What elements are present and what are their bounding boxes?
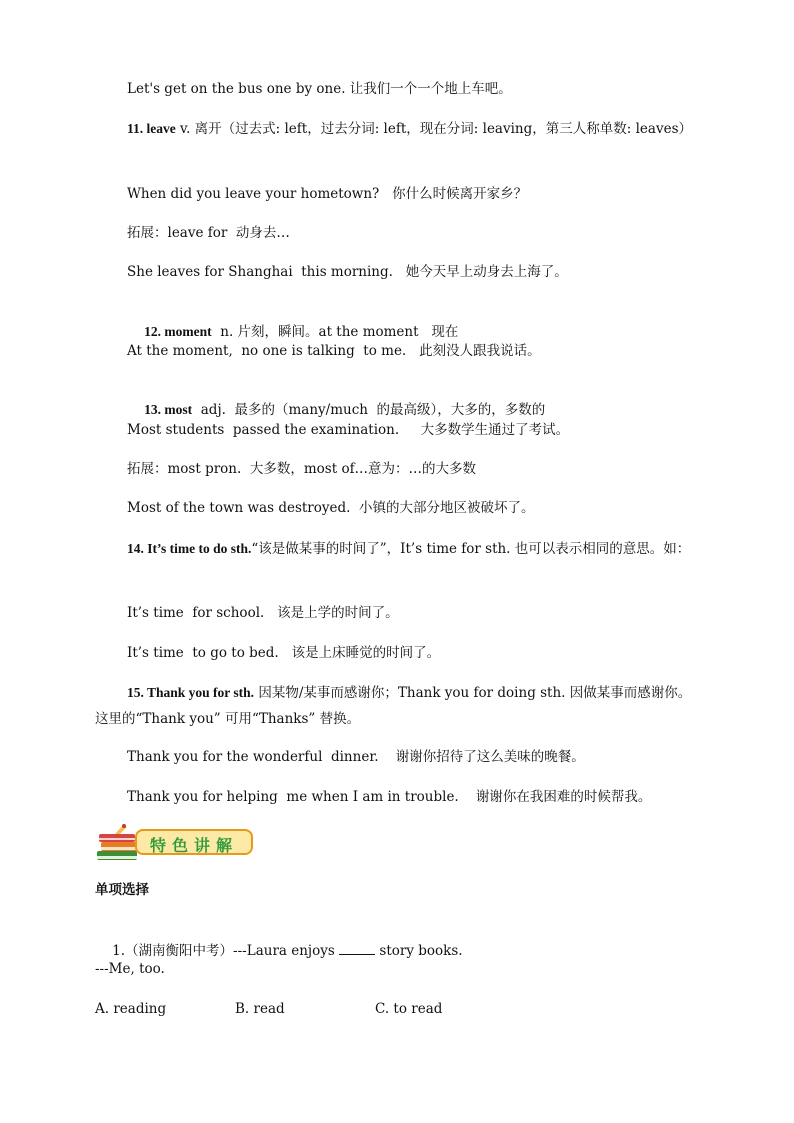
option-b: B. read (235, 1001, 285, 1017)
vocab-term: 11. leave (127, 121, 176, 136)
vocab-term: 13. most (144, 402, 193, 417)
vocab-definition: adj. 最多的（many/much 的最高级），大多的，多数的 (192, 402, 546, 418)
vocab-item-15 (95, 680, 698, 732)
answer-blank (339, 940, 375, 955)
vocab-definition: v. 离开（过去式: left，过去分词: left，现在分词: leaving，第三人称单数: leaves） (175, 121, 692, 137)
vocab-term: 12. moment (144, 324, 212, 339)
section-banner (93, 823, 263, 865)
vocab-definition: 因某物/某事而感谢你；Thank you for doing sth. 因做某事而感谢你。这里的“Thank you” 可用“Thanks” 替换。 (95, 685, 692, 727)
example-sentence: Let's get on the bus one by one. 让我们一个一个地上车吧。 (127, 81, 512, 97)
example-sentence: It’s time to go to bed. 该是上床睡觉的时间了。 (127, 645, 441, 661)
question-reply: ---Me, too. (95, 961, 165, 977)
option-c: C. to read (375, 1001, 443, 1017)
example-sentence: It’s time for school. 该是上学的时间了。 (127, 605, 399, 621)
vocab-item-11 (127, 116, 698, 142)
example-sentence: At the moment, no one is talking to me. 此刻没人跟我说话。 (127, 343, 541, 359)
vocab-definition: “该是做某事的时间了”，It’s time for sth. 也可以表示相同的意思。如： (251, 541, 691, 557)
vocab-item-14 (95, 536, 698, 562)
example-sentence: Thank you for the wonderful dinner. 谢谢你招待了这么美味的晚餐。 (127, 749, 585, 765)
extension-note: 拓展：leave for 动身去… (127, 225, 290, 241)
example-sentence: She leaves for Shanghai this morning. 她今天早上动身去上海了。 (127, 264, 568, 280)
banner-label: 特色讲解 (149, 836, 238, 855)
example-sentence: Thank you for helping me when I am in trouble. 谢谢你在我困难的时候帮我。 (127, 789, 652, 805)
option-a: A. reading (95, 1001, 167, 1017)
section-title: 单项选择 (95, 882, 149, 898)
question-prefix: 1.（湖南衡阳中考）---Laura enjoys (112, 943, 340, 959)
example-sentence: Most of the town was destroyed. 小镇的大部分地区被破坏了。 (127, 500, 535, 516)
vocab-term: 15. Thank you for sth. (127, 685, 255, 700)
example-sentence: Most students passed the examination. 大多数学生通过了考试。 (127, 422, 570, 438)
banner-label-box (135, 829, 253, 855)
vocab-definition: n. 片刻，瞬间。at the moment 现在 (211, 324, 459, 340)
example-sentence: When did you leave your hometown? 你什么时候离开家乡？ (127, 186, 528, 202)
extension-note: 拓展：most pron. 大多数，most of…意为：…的大多数 (127, 461, 477, 477)
vocab-term: 14. It’s time to do sth. (127, 541, 252, 556)
question-suffix: story books. (375, 943, 463, 959)
